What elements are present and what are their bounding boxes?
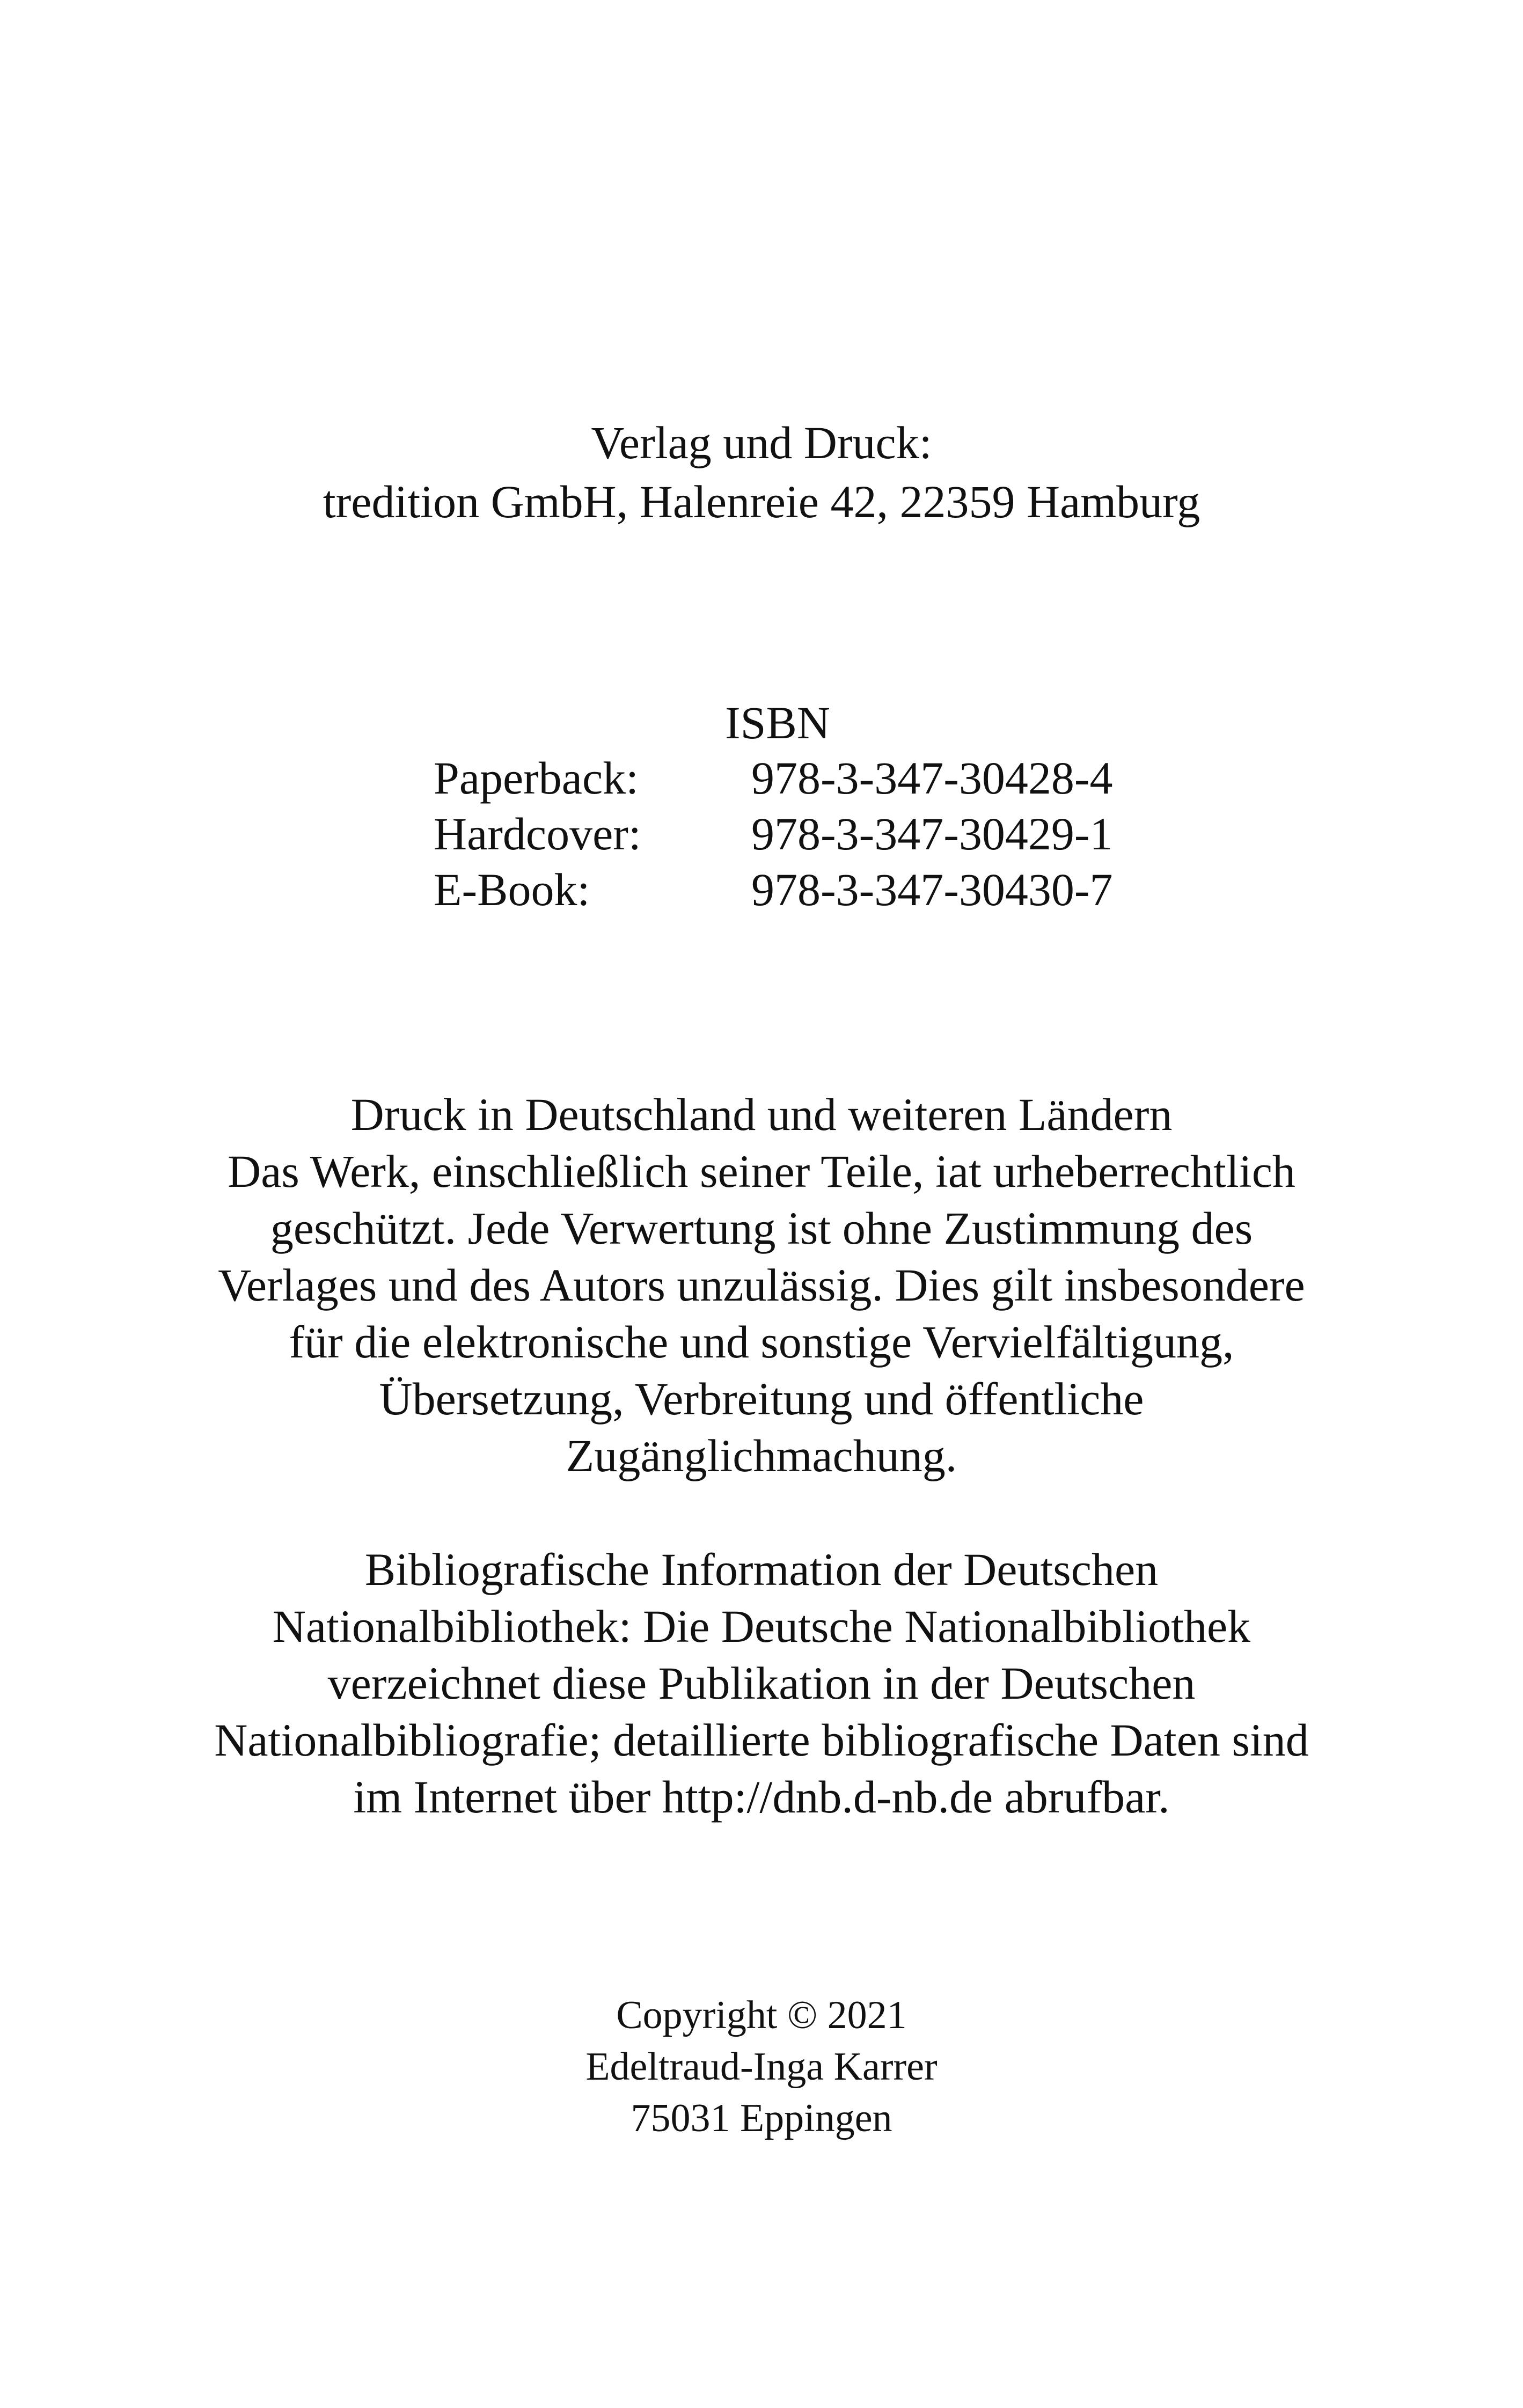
rights-line: Zugänglichmachung. <box>566 1430 957 1481</box>
rights-line: für die elektronische und sonstige Vervielfältigung, <box>289 1316 1234 1368</box>
bibliographic-info <box>0 1541 1523 1825</box>
isbn-label: E-Book: <box>434 864 590 915</box>
rights-notice <box>0 1086 1523 1484</box>
rights-line: Das Werk, einschließlich seiner Teile, iat urheberrechtlich <box>228 1146 1295 1197</box>
biblio-line: Bibliografische Information der Deutschen <box>364 1544 1159 1595</box>
rights-line: Übersetzung, Verbreitung und öffentliche <box>379 1373 1144 1425</box>
biblio-line: Nationalbibliografie; detaillierte bibliografische Daten sind <box>214 1714 1309 1766</box>
author-name: Edeltraud-Inga Karrer <box>585 2045 938 2089</box>
isbn-heading: ISBN <box>725 697 830 748</box>
isbn-label: Paperback: <box>434 752 639 804</box>
publisher-block <box>0 413 1523 531</box>
isbn-list <box>434 750 1113 917</box>
publisher-address: tredition GmbH, Halenreie 42, 22359 Hamburg <box>323 476 1200 527</box>
publisher-heading: Verlag und Druck: <box>591 417 932 468</box>
copyright-notice: Copyright © 2021 <box>616 1993 907 2037</box>
copyright-block <box>0 1989 1523 2144</box>
rights-line: Verlages und des Autors unzulässig. Dies gilt insbesondere <box>218 1259 1305 1311</box>
isbn-number: 978-3-347-30430-7 <box>751 864 1113 915</box>
isbn-row-paperback <box>434 750 1113 806</box>
biblio-line: im Internet über http://dnb.d-nb.de abrufbar. <box>353 1771 1170 1823</box>
rights-line: geschützt. Jede Verwertung ist ohne Zustimmung des <box>270 1202 1253 1254</box>
rights-line: Druck in Deutschland und weiteren Ländern <box>350 1089 1173 1140</box>
isbn-row-hardcover <box>434 806 1113 862</box>
author-location: 75031 Eppingen <box>631 2096 892 2140</box>
isbn-number: 978-3-347-30428-4 <box>751 752 1113 804</box>
biblio-line: verzeichnet diese Publikation in der Deutschen <box>327 1657 1196 1709</box>
isbn-label: Hardcover: <box>434 808 641 860</box>
isbn-number: 978-3-347-30429-1 <box>751 808 1113 860</box>
biblio-line: Nationalbibliothek: Die Deutsche Nationalbibliothek <box>272 1601 1251 1652</box>
isbn-row-ebook <box>434 862 1113 917</box>
